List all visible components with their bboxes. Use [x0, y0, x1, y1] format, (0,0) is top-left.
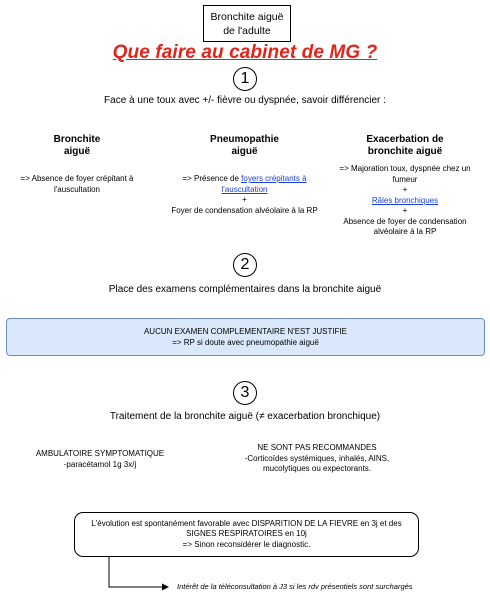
column-pneumopathie-title-2: aiguë	[231, 146, 258, 157]
step-1-intro: Face à une toux avec +/- fièvre ou dyspnée, savoir différencier :	[104, 95, 386, 106]
no-exam-line-1: AUCUN EXAMEN COMPLEMENTAIRE N'EST JUSTIFIE	[143, 327, 348, 336]
step-3-number: 3	[240, 384, 250, 401]
title-box-line2: de l'adulte	[223, 24, 271, 37]
step-1-number: 1	[240, 70, 250, 87]
main-title: Que faire au cabinet de MG ?	[112, 42, 378, 63]
column-pneumopathie	[167, 134, 322, 216]
teleconsultation-note: Intérêt de la téléconsultation à J3 si les rdv présentiels sont surchargés	[177, 582, 413, 591]
column-exacerbation-plus-1: +	[402, 185, 408, 194]
title-box-line1: Bronchite aiguë	[210, 10, 284, 23]
treatment-ambulatory	[20, 449, 180, 470]
treatment-ambulatory-line-1: AMBULATOIRE SYMPTOMATIQUE	[35, 449, 165, 458]
step-3-heading: Traitement de la bronchite aiguë (≠ exacerbation bronchique)	[109, 411, 381, 422]
column-exacerbation-line-2: fumeur	[392, 174, 418, 184]
column-exacerbation-title-1: Exacerbation de	[366, 134, 444, 145]
foyers-crepitants-link[interactable]: foyers crépitants à	[241, 174, 307, 183]
column-exacerbation-line-4: alvéolaire à la RP	[373, 227, 437, 236]
column-pneumopathie-prefix: => Présence de	[182, 174, 242, 183]
column-pneumopathie-line-1	[167, 174, 322, 185]
not-recommended-line-1: NE SONT PAS RECOMMANDES	[257, 443, 377, 452]
column-bronchite	[17, 134, 137, 195]
evolution-arrow	[100, 556, 175, 596]
not-recommended-line-2: -Corticoïdes systémiques, inhalés, AINS,	[244, 453, 390, 463]
treatment-ambulatory-line-2: -paracétamol 1g 3x/j	[63, 459, 137, 469]
title-box	[203, 5, 291, 42]
column-pneumopathie-plus: +	[242, 195, 247, 204]
not-recommended-line-3: mucolytiques ou expectorants.	[262, 464, 372, 473]
column-bronchite-title-2: aiguë	[63, 146, 91, 157]
column-exacerbation	[330, 134, 480, 238]
auscultation-link[interactable]: l'auscultation	[221, 184, 268, 194]
step-2-number: 2	[240, 256, 250, 273]
no-exam-line-2: => RP si doute avec pneumopathie aiguë	[172, 338, 319, 347]
column-exacerbation-line-1: => Majoration toux, dyspnée chez un	[339, 164, 471, 173]
evolution-box	[74, 512, 419, 557]
step-1-circle	[233, 67, 257, 91]
column-bronchite-line-2: l'auscultation	[54, 184, 100, 194]
column-bronchite-line-1: => Absence de foyer crépitant à	[20, 174, 134, 183]
column-exacerbation-title-2: bronchite aiguë	[367, 146, 443, 157]
column-bronchite-title-1: Bronchite	[53, 134, 101, 145]
step-2-heading: Place des examens complémentaires dans la bronchite aiguë	[108, 284, 382, 295]
treatment-not-recommended	[232, 443, 402, 475]
column-pneumopathie-line-3: Foyer de condensation alvéolaire à la RP	[171, 205, 318, 215]
column-exacerbation-plus-2: +	[402, 206, 408, 215]
column-pneumopathie-title-1: Pneumopathie	[210, 134, 279, 145]
evolution-line-1: L'évolution est spontanément favorable avec DISPARITION DE LA FIEVRE en 3j et des	[91, 518, 402, 528]
no-exam-box	[6, 318, 485, 356]
step-3-circle	[233, 381, 257, 405]
column-exacerbation-line-3: Absence de foyer de condensation	[343, 216, 467, 226]
step-2-circle	[233, 253, 257, 277]
rales-bronchiques-link[interactable]: Râles bronchiques	[371, 195, 439, 205]
evolution-line-3: => Sinon reconsidérer le diagnostic.	[182, 539, 311, 549]
evolution-line-2: SIGNES RESPIRATOIRES en 10j	[186, 529, 307, 539]
